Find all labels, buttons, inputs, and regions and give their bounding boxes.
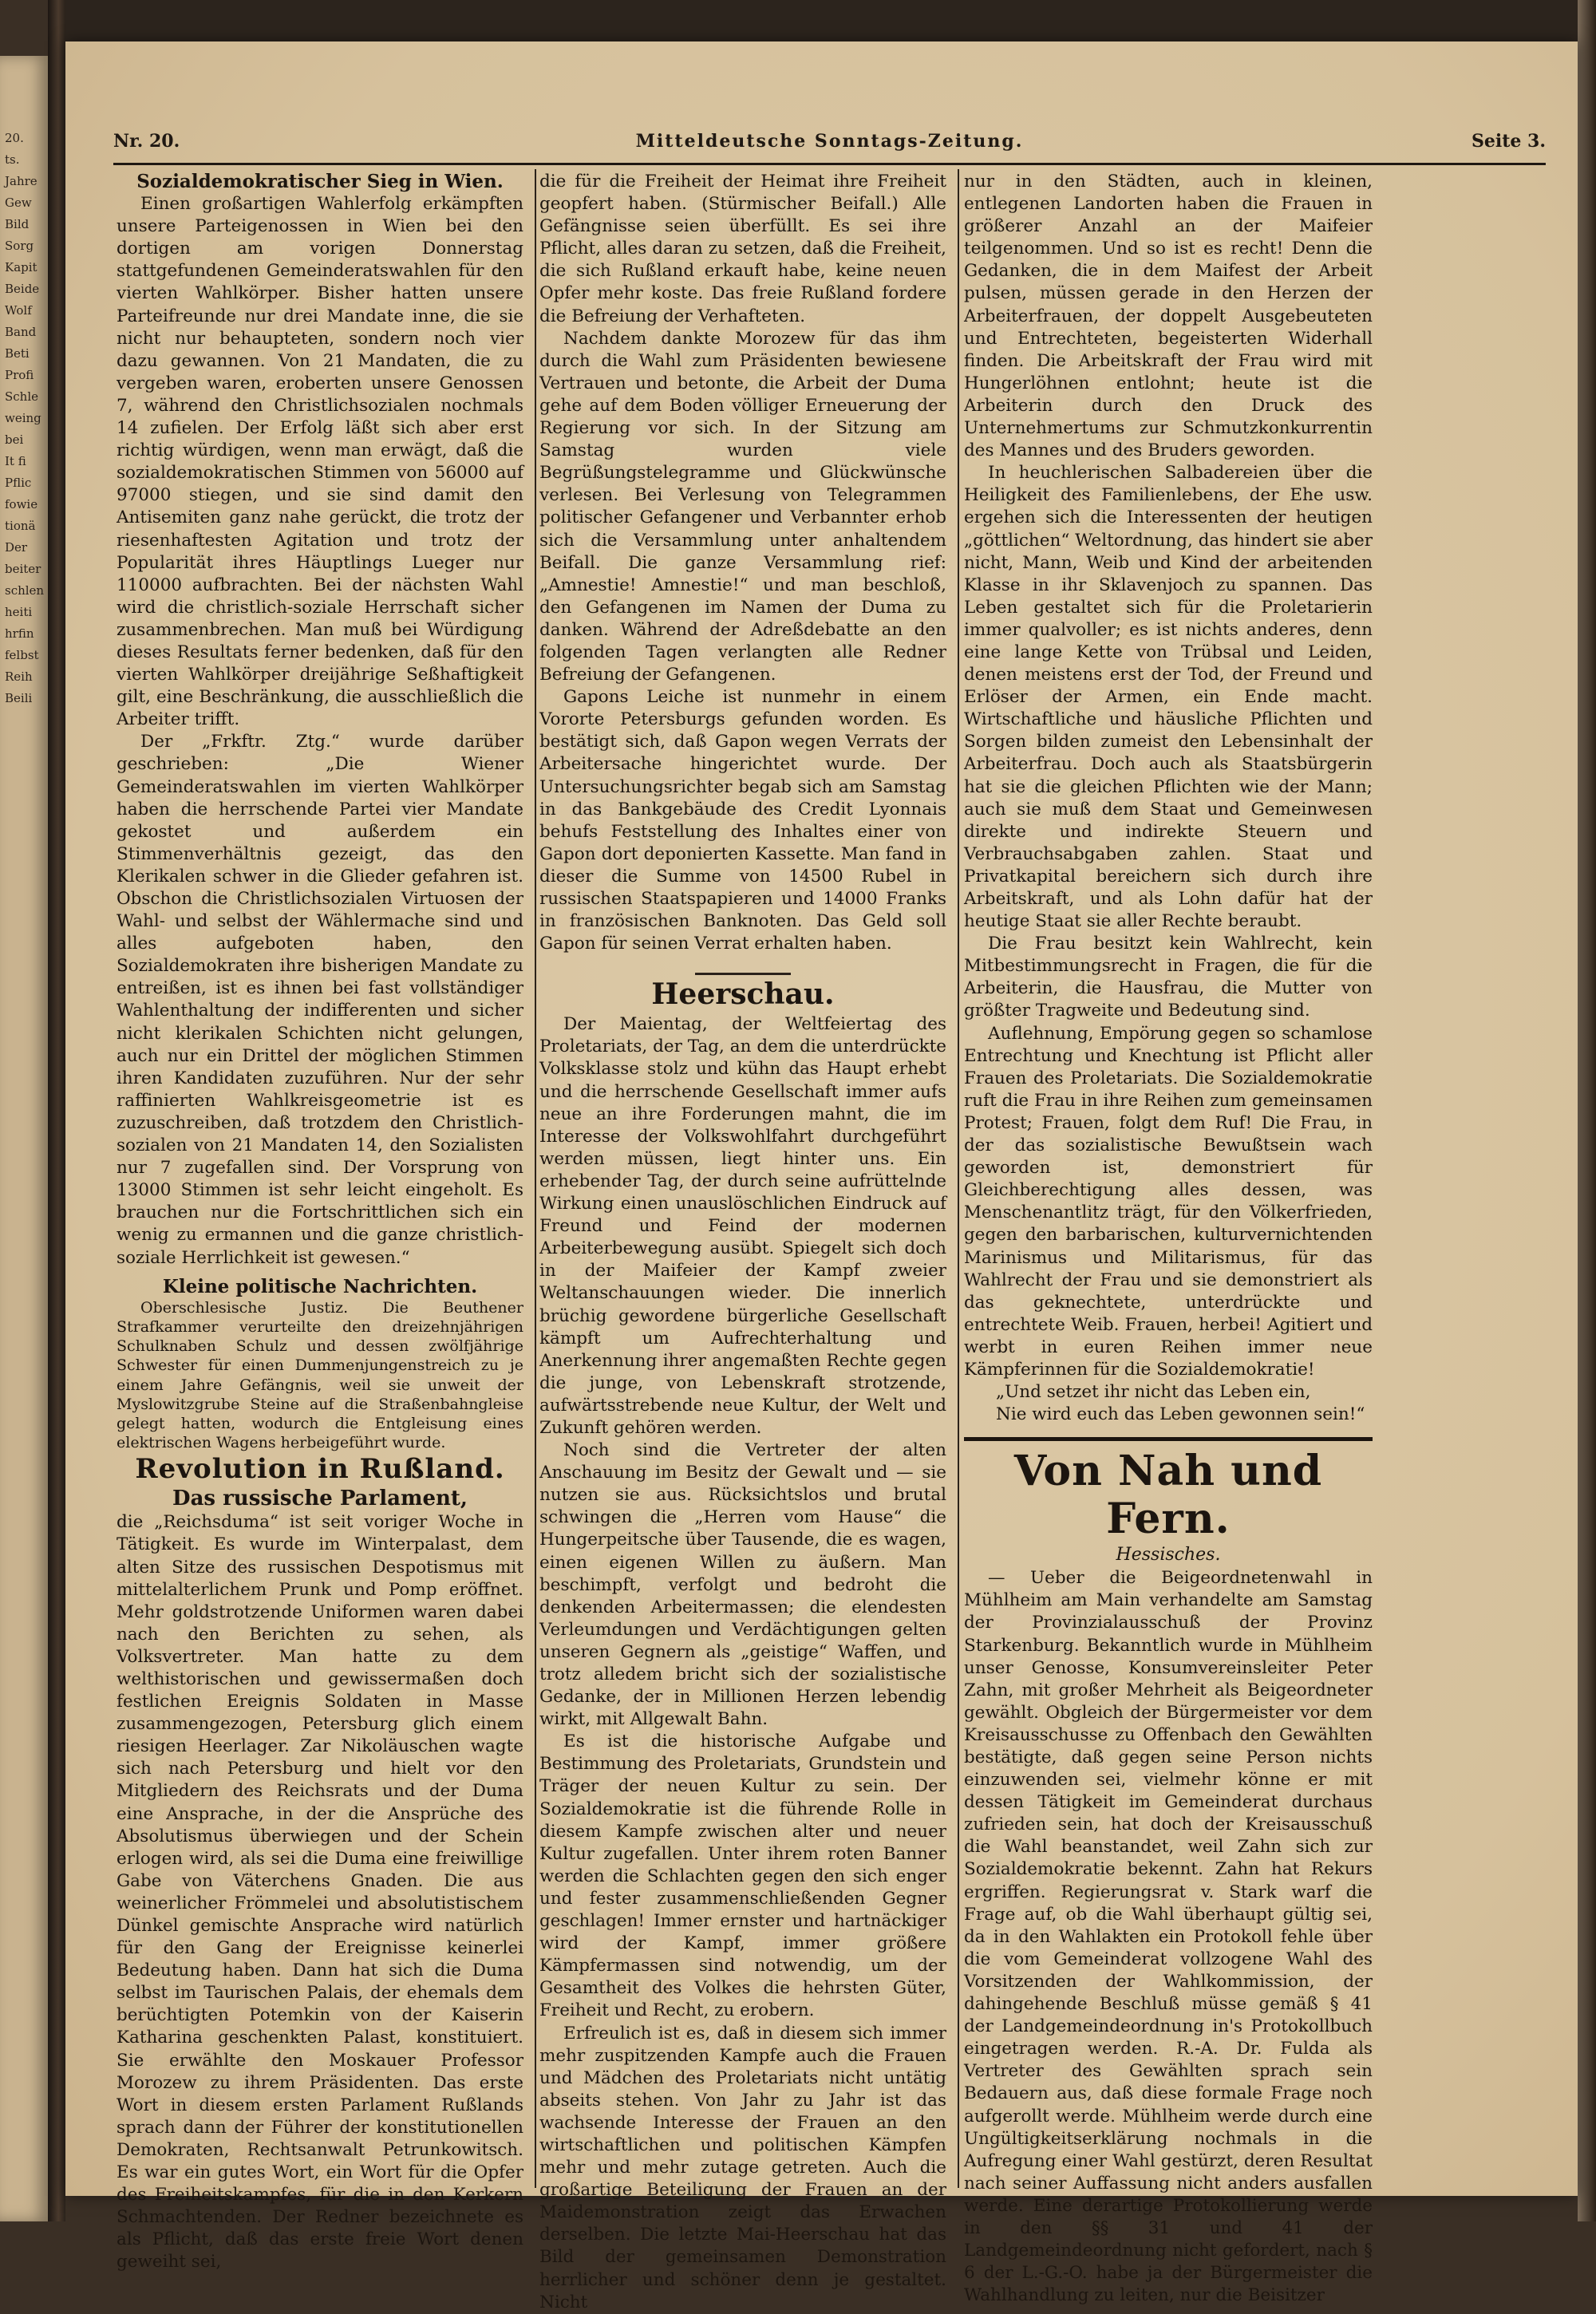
paragraph: die für die Freiheit der Heimat ihre Freiheit geopfert haben. (Stürmischer Beifall.) Alle Gefängnisse seien überfüllt. Es sei ihre Pflicht, alles daran zu setzen, daß die Freiheit, die sich Rußland erkauft habe, keine neuen Opfer mehr koste. Das freie Rußland fordere die Befreiung der Verhafteten.: [539, 172, 946, 326]
previous-page-text-fragment: Schle: [5, 389, 39, 404]
previous-page-text-fragment: Der: [5, 540, 28, 555]
previous-page-text-fragment: Jahre: [5, 174, 38, 188]
masthead: [113, 131, 1546, 163]
previous-page-text-fragment: beiter: [5, 562, 41, 576]
previous-page-text-fragment: Band: [5, 325, 37, 339]
previous-page-text-fragment: weing: [5, 411, 41, 425]
masthead-rule: [113, 163, 1546, 165]
previous-page-edge: [0, 56, 48, 2221]
column-rule: [958, 169, 959, 2188]
previous-page-text-fragment: Kapit: [5, 260, 38, 274]
paragraph: Einen großartigen Wahlerfolg erkämpften unsere Parteigenossen in Wien bei den dortigen am vorigen Donnerstag stattgefundenen Gemeinderatswahlen für den vierten Wahlkörper. Bisher hatten unsere Parteifreunde nur drei Mandate inne, die sie nicht nur behaupteten, sondern noch vier dazu gewannen. Von 21 Mandaten, die zu vergeben waren, eroberten unsere Genossen 7, während den Christlichsozialen nochmals 14 zufielen. Der Erfolg läßt sich aber erst richtig würdigen, wenn man erwägt, daß die sozialdemokratischen Stimmen von 56000 auf 97000 stiegen, und sie sind damit den Antisemiten ganz nahe gerückt, die trotz der riesenhaftesten Agitation und trotz der Popularität ihres Häuptlings Lueger nur 110000 aufbrachten. Bei der nächsten Wahl wird die christlich-soziale Herrschaft sicher zusammenbrechen. Man muß bei Würdigung dieses Resultats ferner bedenken, daß für den vierten Wahlkörper dreijährige Seßhaftigkeit gilt, eine Beschränkung, die ausschließlich die Arbeiter trifft.: [117, 194, 523, 730]
paragraph: Der „Frkftr. Ztg.“ wurde darüber geschrieben: „Die Wiener Gemeinderatswahlen im vierten Wahlkörper haben die herrschende Partei vier Mandate gekostet und außerdem ein Stimmenverhältnis gezeigt, das den Klerikalen schwer in die Glieder gefahren ist. Obschon die Christlichsozialen Virtuosen der Wahl- und selbst der Wählermache sind und alles aufgeboten haben, den Sozialdemokraten ihre bisherigen Mandate zu entreißen, ist es ihnen bei fast vollständiger Wahlenthaltung der indifferenten und sicher nicht klerikalen Schichten nicht gelungen, auch nur ein Drittel der möglichen Stimmen ihren Kandidaten zuzuführen. Nur der sehr raffinierten Wahlkreisgeometrie ist es zuzuschreiben, daß trotzdem den Christlich-sozialen von 21 Mandaten 14, den Sozialisten nur 7 zugefallen sind. Der Vorsprung von 13000 Stimmen ist sehr leicht eingeholt. Es brauchen nur die Fortschrittlichen sich ein wenig zu ermannen und die ganze christlich-soziale Herrlichkeit ist gewesen.“: [117, 732, 523, 1268]
paragraph: nur in den Städten, auch in kleinen, entlegenen Landorten haben die Frauen in größerer Anzahl an der Maifeier teilgenommen. Und so ist es recht! Denn die Gedanken, die in dem Maifest der Arbeit pulsen, müssen gerade in den Herzen der Arbeiterfrauen, der doppelt Ausgebeuteten und Entrechteten, begeisterten Widerhall finden. Die Arbeitskraft der Frau wird mit Hungerlöhnen entlohnt; heute ist die Arbeiterin durch den Druck des Unternehmertums zur Schmutzkonkurrentin des Mannes und des Bruders geworden.: [964, 172, 1373, 461]
headline-heerschau: Heerschau.: [651, 977, 835, 1012]
poem-line: Nie wird euch das Leben gewonnen sein!“: [996, 1404, 1365, 1425]
paragraph: Gapons Leiche ist nunmehr in einem Vororte Petersburgs gefunden worden. Es bestätigt sich, daß Gapon wegen Verrats der Arbeitersache hingerichtet wurde. Der Untersuchungsrichter begab sich am Samstag in das Bankgebäude des Credit Lyonnais behufs Feststellung des Inhaltes einer von Gapon dort deponierten Kassette. Man fand in dieser die Summe von 14500 Rubel in russischen Staatspapieren und 14000 Franks in französischen Banknoten. Das Geld soll Gapon für seinen Verrat erhalten haben.: [539, 687, 946, 954]
column-1: [117, 171, 523, 2273]
paragraph: Auflehnung, Empörung gegen so schamlose Entrechtung und Knechtung ist Pflicht aller Frauen des Proletariats. Die Sozialdemokratie ruft die Frau in ihre Reihen zum gemeinsamen Protest; Frauen, folgt dem Ruf! Die Frau, in der das sozialistische Bewußtsein wach geworden ist, demonstriert für Gleichberechtigung alles dessen, was Menschenantlitz trägt, für den Völkerfrieden, gegen den barbarischen, kulturvernichtenden Marinismus und Militarismus, für das Wahlrecht der Frau und sie demonstriert als das geknechtete, unterdrückte und entrechtete Weib. Frauen, herbei! Agitiert und werbt in euren Reihen immer neue Kämpferinnen für die Sozialdemokratie!: [964, 1023, 1373, 1380]
binding-right-edge: [1578, 0, 1596, 2221]
column-3: [964, 171, 1373, 2306]
newspaper-title: Mitteldeutsche Sonntags-Zeitung.: [635, 131, 1024, 152]
paragraph: die „Reichsduma“ ist seit voriger Woche in Tätigkeit. Es wurde im Winterpalast, dem alten Sitze des russischen Despotismus mit mittelalterlichem Prunk und Pomp eröffnet. Mehr goldstrotzende Uniformen waren dabei nach den Berichten zu sehen, als Volksvertreter. Man hatte zu dem welthistorischen und gewissermaßen doch festlichen Ereignis Soldaten in Masse zusammengezogen, Petersburg glich einem riesigen Heerlager. Zar Nikoläuschen wagte sich nach Petersburg und hielt vor den Mitgliedern des Reichsrats und der Duma eine Ansprache, in der die Ansprüche des Absolutismus überwiegen und der Schein erlogen wird, als sei die Duma eine freiwillige Gabe von Väterchens Gnaden. Die aus weinerlicher Frömmelei und absolutistischem Dünkel gemischte Ansprache wird natürlich für den Gang der Ereignisse keinerlei Bedeutung haben. Dann hat sich die Duma selbst im Taurischen Palais, der ehemals dem berüchtigten Potemkin von der Kaiserin Katharina geschenkten Palast, konstituiert. Sie erwählte den Moskauer Professor Morozew zu ihrem Präsidenten. Das erste Wort in diesem ersten Parlament Rußlands sprach dann der Führer der konstitutionellen Demokraten, Rechtsanwalt Petrunkowitsch. Es war ein gutes Wort, ein Wort für die Opfer des Freiheitskampfes, für die in den Kerkern Schmachtenden. Der Redner bezeichnete es als Pflicht, daß das erste freie Wort denen geweiht sei,: [117, 1512, 523, 2273]
previous-page-text-fragment: tionä: [5, 519, 36, 533]
paragraph: In heuchlerischen Salbadereien über die Heiligkeit des Familienlebens, der Ehe usw. ergehen sich die Interessenten der heutigen „göttlichen“ Weltordnung, das hindert sie aber nicht, Mann, Weib und Kind der arbeitenden Klasse in ihr Sklavenjoch zu spannen. Das Leben gestaltet sich für die Proletarierin immer qualvoller; es ist nichts anderes, denn eine lange Kette von Trübsal und Leiden, denen meistens erst der Tod, der Freund und Erlöser der Armen, ein Ende macht. Wirtschaftliche und häusliche Pflichten und Sorgen bilden zumeist den Lebensinhalt der Arbeiterfrau. Doch auch als Staatsbürgerin hat sie die gleichen Pflichten wie der Mann; auch sie muß dem Staat und Gemeinwesen direkte und indirekte Steuern und Verbrauchsabgaben zahlen. Staat und Privatkapital bereichern sich durch ihre Arbeitskraft, und als Lohn dafür hat der heutige Staat sie aller Rechte beraubt.: [964, 463, 1373, 932]
previous-page-text-fragment: Pflic: [5, 476, 32, 490]
previous-page-text-fragment: 20.: [5, 131, 24, 145]
previous-page-text-fragment: ts.: [5, 152, 20, 167]
paragraph: Es ist die historische Aufgabe und Bestimmung des Proletariats, Grundstein und Träger der neuen Kultur zu sein. Der Sozialdemokratie ist die führende Rolle in diesem Kampfe zwischen alter und neuer Kultur zugefallen. Unter ihrem roten Banner werden die Schlachten gegen den sich enger und fester zusammenschließenden Gegner geschlagen! Immer ernster und hartnäckiger wird der Kampf, immer größere Kämpfermassen sind notwendig, um der Gesamtheit des Volkes die hehrsten Güter, Freiheit und Recht, zu erobern.: [539, 1732, 946, 2021]
book-gutter: [48, 0, 65, 2221]
column-2: [539, 171, 946, 2312]
subheadline-parlament: Das russische Parlament,: [172, 1487, 468, 1511]
previous-page-text-fragment: Wolf: [5, 303, 32, 318]
previous-page-text-fragment: felbst: [5, 648, 39, 662]
column-rule: [535, 169, 536, 2188]
previous-page-text-fragment: schlen: [5, 583, 45, 598]
previous-page-text-fragment: It fi: [5, 454, 26, 468]
previous-page-text-fragment: Profi: [5, 368, 34, 382]
section-rule: [964, 1437, 1373, 1441]
headline-kleine-nachrichten: Kleine politische Nachrichten.: [162, 1275, 478, 1297]
previous-page-text-fragment: hrfin: [5, 626, 34, 641]
paragraph: — Ueber die Beigeordnetenwahl in Mühlheim am Main verhandelte am Samstag der Provinzialausschuß der Provinz Starkenburg. Bekanntlich wurde in Mühlheim unser Genosse, Konsumvereinsleiter Peter Zahn, mit großer Mehrheit als Beigeordneter gewählt. Obgleich der Bürgermeister vor dem Kreisausschusse zu Offenbach den Gewählten bestätigte, daß gegen seine Person nichts einzuwenden sei, vielmehr könne er mit dessen Tätigkeit im Gemeinderat durchaus zufrieden sein, hat doch der Kreisausschuß die Wahl beanstandet, weil Zahn sich zur Sozialdemokratie bekennt. Zahn hat Rekurs ergriffen. Regierungsrat v. Stark warf die Frage auf, ob die Wahl überhaupt gültig sei, da in den Wahlakten ein Protokoll fehle über die vom Gemeinderat vollzogene Wahl des Vorsitzenden der Wahlkommission, der dahingehende Beschluß müsse gemäß § 41 der Landgemeindeordnung in's Protokollbuch eingetragen werden. R.-A. Dr. Fulda als Vertreter des Gewählten sprach sein Bedauern aus, daß diese formale Frage noch aufgerollt werde. Mühlheim werde durch eine Ungültigkeitserklärung nochmals in die Aufregung einer Wahl gestürzt, deren Resultat nach seiner Auffassung nicht anders ausfallen werde. Eine derartige Protokollierung werde in den §§ 31 und 41 der Landgemeindeordnung nicht gefordert, nach § 6 der L.-G.-O. habe ja der Bürgermeister die Wahlhandlung zu leiten, nur die Beisitzer: [964, 1568, 1373, 2306]
headline-revolution: Revolution in Rußland.: [135, 1453, 505, 1486]
newspaper-page: [65, 41, 1578, 2312]
paragraph: Nachdem dankte Morozew für das ihm durch die Wahl zum Präsidenten bewiesene Vertrauen und betonte, die Arbeit der Duma gehe auf dem Boden völliger Erneuerung der Regierung vor sich. In der Sitzung am Samstag wurden viele Begrüßungstelegramme und Glückwünsche verlesen. Bei Verlesung von Telegrammen politischer Gefangener und Verbannter erhob sich die Versammlung unter anhaltendem Beifall. Die ganze Versammlung rief: „Amnestie! Amnestie!“ und man beschloß, den Gefangenen im Namen der Duma zu danken. Während der Adreßdebatte an den folgenden Tagen verlangten alle Redner Befreiung der Gefangenen.: [539, 328, 946, 685]
previous-page-text-fragment: bei: [5, 432, 24, 447]
headline-wien: Sozialdemokratischer Sieg in Wien.: [136, 171, 504, 192]
previous-page-text-fragment: Bild: [5, 217, 30, 231]
previous-page-text-fragment: Gew: [5, 195, 32, 210]
issue-number: Nr. 20.: [113, 131, 180, 152]
poem-line: „Und setzet ihr nicht das Leben ein,: [996, 1382, 1311, 1403]
previous-page-text-fragment: Beili: [5, 691, 33, 705]
headline-von-nah-und-fern: Von Nah und Fern.: [1013, 1447, 1323, 1544]
previous-page-text-fragment: Beti: [5, 346, 30, 361]
paragraph: Der Maientag, der Weltfeiertag des Proletariats, der Tag, an dem die unterdrückte Volksklasse stolz und kühn das Haupt erhebt und die herrschende Gesellschaft immer aufs neue an ihre Forderungen mahnt, die im Interesse der Volkswohlfahrt durchgeführt werden müssen, liegt hinter uns. Ein erhebender Tag, der durch seine aufrüttelnde Wirkung einen unauslöschlichen Eindruck auf Freund und Feind der modernen Arbeiterbewegung ausübt. Spiegelt sich doch in der Maifeier der Kampf zweier Weltanschauungen wieder. Die innerlich brüchig gewordene bürgerliche Gesellschaft kämpft um Aufrechterhaltung und Anerkennung ihrer angemaßten Rechte gegen die junge, von Lebenskraft strotzende, aufwärtsstrebende neue Kultur, der Welt und Zukunft gehören werden.: [539, 1014, 946, 1438]
paragraph: Erfreulich ist es, daß in diesem sich immer mehr zuspitzenden Kampfe auch die Frauen und Mädchen des Proletariats nicht untätig abseits stehen. Von Jahr zu Jahr ist das wachsende Interesse der Frauen an den wirtschaftlichen und politischen Kämpfen mehr und mehr zutage getreten. Auch die großartige Beteiligung der Frauen an der Maidemonstration zeigt das Erwachen derselben. Die letzte Mai-Heerschau hat das Bild der gemeinsamen Demonstration herrlicher und schöner denn je gestaltet. Nicht: [539, 2023, 946, 2312]
page-number: Seite 3.: [1471, 131, 1546, 152]
paragraph: Oberschlesische Justiz. Die Beuthener Strafkammer verurteilte den dreizehnjährigen Schulknaben Schulz und dessen zwölfjährige Schwester für einen Dummenjungenstreich zu je einem Jahre Gefängnis, weil sie unweit der Myslowitzgrube Steine auf die Straßenbahngleise gelegt hatten, wodurch die Entgleisung eines elektrischen Wagens herbeigeführt wurde.: [117, 1298, 523, 1452]
previous-page-text-fragment: fowie: [5, 497, 38, 511]
previous-page-text-fragment: Sorg: [5, 239, 34, 253]
paragraph: Die Frau besitzt kein Wahlrecht, kein Mitbestimmungsrecht in Fragen, die für die Arbeiterin, die Hausfrau, die Mutter von größter Tragweite und Bedeutung sind.: [964, 934, 1373, 1021]
paragraph: Noch sind die Vertreter der alten Anschauung im Besitz der Gewalt und — sie nutzen sie aus. Rücksichtslos und brutal schwingen die „Herren vom Hause“ die Hungerpeitsche über Tausende, die es wagen, einen eigenen Willen zu äußern. Man beschimpft, verfolgt und bedroht die denkenden Arbeitermassen; die elendesten Verleumdungen und Verdächtigungen gelten unseren Gegnern als „geistige“ Waffen, und trotz alledem bricht sich der sozialistische Gedanke, der in Millionen Herzen lebendig wirkt, mit Allgewalt Bahn.: [539, 1440, 946, 1730]
previous-page-text-fragment: heiti: [5, 605, 33, 619]
subheadline-hessisches: Hessisches.: [1116, 1545, 1221, 1566]
previous-page-text-fragment: Reih: [5, 669, 33, 684]
previous-page-text-fragment: Beide: [5, 282, 40, 296]
